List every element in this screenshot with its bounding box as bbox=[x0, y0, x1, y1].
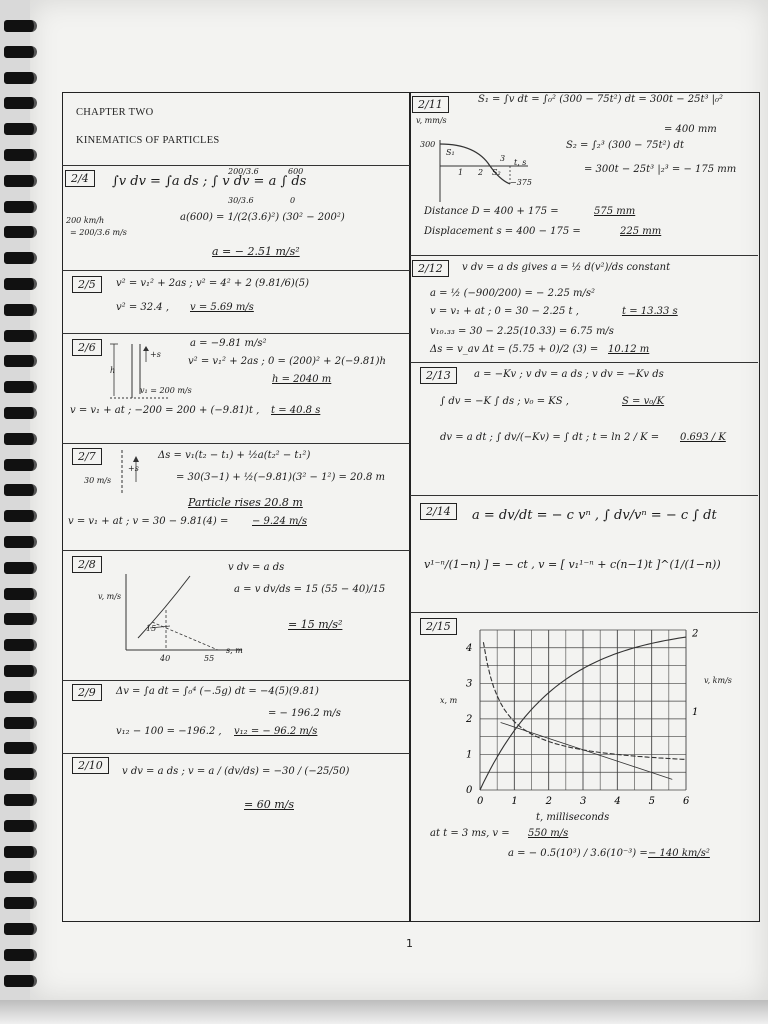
y-tick-label: 3 bbox=[466, 678, 473, 690]
tick-label: 3 bbox=[500, 154, 506, 163]
answer: S = v₀/K bbox=[622, 396, 665, 407]
equation: v² = v₁² + 2as ; v² = 4² + 2 (9.81/6)(5) bbox=[116, 278, 309, 289]
spiral-coil bbox=[4, 588, 37, 600]
equation: = 300t − 25t³ |₂³ = − 175 mm bbox=[584, 164, 737, 175]
equation: = 30(3−1) + ½(−9.81)(3² − 1²) = 20.8 m bbox=[176, 472, 386, 483]
spiral-coil bbox=[4, 149, 37, 161]
x-tick-label: 0 bbox=[477, 796, 484, 807]
equation: v¹⁻ⁿ/(1−n) ] = − ct , v = [ v₁¹⁻ⁿ + c(n−1)t ]^(1/(1−n)) bbox=[424, 558, 721, 571]
answer: t = 13.33 s bbox=[622, 306, 678, 317]
problem-label-2-9: 2/9 bbox=[72, 684, 102, 701]
equation: a = −Kv ; v dv = a ds ; v dv = −Kv ds bbox=[474, 369, 664, 380]
answer: − 140 km/s² bbox=[648, 848, 710, 859]
spiral-coil bbox=[4, 226, 37, 238]
divider bbox=[62, 270, 410, 271]
spiral-coil bbox=[4, 304, 37, 316]
spiral-coil bbox=[4, 484, 37, 496]
equation: v dv = a ds gives a = ½ d(v²)/ds constant bbox=[462, 262, 671, 273]
equation: Displacement s = 400 − 175 = bbox=[424, 226, 581, 237]
y-tick-label: 1 bbox=[466, 749, 473, 761]
fig-label-v: v₁ = 200 m/s bbox=[140, 386, 192, 395]
equation: a = dv/dt = − c vⁿ , ∫ dv/vⁿ = − c ∫ dt bbox=[472, 508, 717, 523]
spiral-coil bbox=[4, 355, 37, 367]
x-tick-label: 4 bbox=[614, 796, 621, 807]
answer: a = − 2.51 m/s² bbox=[212, 245, 300, 258]
answer: t = 40.8 s bbox=[271, 405, 321, 416]
equation: Δs = v₁(t₂ − t₁) + ½a(t₂² − t₁²) bbox=[158, 450, 311, 461]
answer: v₁₂ = − 96.2 m/s bbox=[234, 726, 318, 737]
spiral-coil bbox=[4, 897, 37, 909]
equation: S₁ = ∫v dt = ∫₀² (300 − 75t²) dt = 300t − 25t³ |₀² bbox=[478, 94, 724, 105]
divider bbox=[62, 333, 410, 334]
fig-label-v: 30 m/s bbox=[84, 476, 112, 485]
spiral-coil bbox=[4, 459, 37, 471]
axis-label-v: v, km/s bbox=[704, 676, 732, 685]
equation: Δs = v_av Δt = (5.75 + 0)/2 (3) = bbox=[430, 344, 599, 355]
equation: Distance D = 400 + 175 = bbox=[424, 206, 559, 217]
spiral-coil bbox=[4, 252, 37, 264]
answer: − 9.24 m/s bbox=[252, 516, 307, 527]
problem-label-2-13: 2/13 bbox=[420, 367, 457, 384]
spiral-coil bbox=[4, 975, 37, 987]
spiral-coil bbox=[4, 639, 37, 651]
axis-label-v: v, mm/s bbox=[416, 116, 447, 125]
tangent-line bbox=[501, 722, 673, 779]
spiral-coil bbox=[4, 742, 37, 754]
integral-limit: 200/3.6 bbox=[228, 167, 259, 176]
divider bbox=[410, 362, 758, 363]
fig-label-s: +s bbox=[128, 464, 139, 473]
area-label: S₂ bbox=[492, 168, 501, 177]
axis-label-v: v, m/s bbox=[98, 592, 122, 601]
area-label: S₁ bbox=[446, 148, 455, 157]
divider bbox=[62, 753, 410, 754]
spiral-coil bbox=[4, 123, 37, 135]
spiral-coil bbox=[4, 665, 37, 677]
spiral-coil bbox=[4, 433, 37, 445]
spiral-coil bbox=[4, 407, 37, 419]
answer: 0.693 / K bbox=[680, 432, 726, 443]
equation: a = v dv/ds = 15 (55 − 40)/15 bbox=[234, 584, 386, 595]
spiral-coil bbox=[4, 46, 37, 58]
equation: Δv = ∫a dt = ∫₀⁴ (−.5g) dt = −4(5)(9.81) bbox=[116, 686, 319, 697]
spiral-coil bbox=[4, 820, 37, 832]
equation: v dv = a ds bbox=[228, 562, 285, 573]
divider bbox=[410, 612, 758, 613]
answer: 575 mm bbox=[594, 206, 636, 217]
v-tick-label: 1 bbox=[692, 706, 699, 718]
spiral-coil bbox=[4, 794, 37, 806]
spiral-coil bbox=[4, 72, 37, 84]
divider bbox=[62, 443, 410, 444]
chapter-heading: CHAPTER TWO bbox=[76, 107, 154, 118]
chapter-subtitle: KINEMATICS OF PARTICLES bbox=[76, 135, 220, 146]
problem-label-2-11: 2/11 bbox=[412, 96, 449, 113]
answer: 225 mm bbox=[620, 226, 662, 237]
equation: v = v₁ + at ; v = 30 − 9.81(4) = bbox=[68, 516, 229, 527]
page-bottom-shadow bbox=[0, 1000, 768, 1024]
spiral-coil bbox=[4, 562, 37, 574]
spiral-coil bbox=[4, 846, 37, 858]
axis-label-t: t, s bbox=[514, 158, 527, 167]
divider bbox=[62, 680, 410, 681]
y-tick-label: 4 bbox=[466, 642, 473, 654]
spiral-coil bbox=[4, 20, 37, 32]
equation: S₂ = ∫₂³ (300 − 75t²) dt bbox=[566, 140, 684, 151]
problem-label-2-10: 2/10 bbox=[72, 757, 109, 774]
x-tick-label: 2 bbox=[545, 796, 553, 807]
spiral-coil bbox=[4, 175, 37, 187]
x-tick-label: 6 bbox=[683, 796, 690, 807]
column-divider bbox=[409, 92, 411, 921]
tick-label: 300 bbox=[420, 140, 436, 149]
equation: dv = a dt ; ∫ dv/(−Kv) = ∫ dt ; t = ln 2 / K = bbox=[440, 432, 660, 443]
spiral-coil bbox=[4, 613, 37, 625]
integral-limit: 600 bbox=[288, 167, 304, 176]
equation: v = v₁ + at ; −200 = 200 + (−9.81)t , bbox=[70, 405, 260, 416]
y-tick-label: 2 bbox=[466, 713, 473, 725]
problem-label-2-7: 2/7 bbox=[72, 448, 102, 465]
x-tick-label: 1 bbox=[511, 796, 518, 807]
spiral-binding bbox=[0, 20, 40, 1000]
answer: 550 m/s bbox=[528, 828, 569, 839]
spiral-coil bbox=[4, 949, 37, 961]
statement: Particle rises 20.8 m bbox=[188, 496, 303, 509]
equation: v₁₂ − 100 = −196.2 , bbox=[116, 726, 222, 737]
integral-limit: 0 bbox=[290, 196, 296, 205]
equation: v² = v₁² + 2as ; 0 = (200)² + 2(−9.81)h bbox=[188, 356, 386, 367]
axis-label-t: t, milliseconds bbox=[536, 812, 610, 823]
equation: v = v₁ + at ; 0 = 30 − 2.25 t , bbox=[430, 306, 579, 317]
divider bbox=[62, 550, 410, 551]
tick-label: 2 bbox=[478, 168, 484, 177]
integral-limit: 30/3.6 bbox=[228, 196, 254, 205]
spiral-coil bbox=[4, 381, 37, 393]
spiral-coil bbox=[4, 768, 37, 780]
divider bbox=[410, 495, 758, 496]
tick-label: 55 bbox=[204, 654, 215, 663]
answer: = 15 m/s² bbox=[288, 618, 343, 631]
equation: at t = 3 ms, v = bbox=[430, 828, 510, 839]
problem-label-2-6: 2/6 bbox=[72, 339, 102, 356]
divider bbox=[410, 255, 758, 256]
spiral-coil bbox=[4, 97, 37, 109]
spiral-coil bbox=[4, 330, 37, 342]
spiral-coil bbox=[4, 510, 37, 522]
problem-label-2-8: 2/8 bbox=[72, 556, 102, 573]
equation: ∫v dv = ∫a ds ; ∫ v dv = a ∫ ds bbox=[112, 174, 307, 189]
equation: = − 196.2 m/s bbox=[268, 708, 341, 719]
spiral-coil bbox=[4, 871, 37, 883]
equation: = 400 mm bbox=[664, 124, 717, 135]
x-v-t-graph bbox=[436, 618, 736, 818]
answer: 10.12 m bbox=[608, 344, 650, 355]
equation: a = −9.81 m/s² bbox=[190, 338, 267, 349]
axis-label-x: x, m bbox=[440, 696, 458, 705]
equation: a(600) = 1/(2(3.6)²) (30² − 200²) bbox=[180, 212, 345, 223]
answer: h = 2040 m bbox=[272, 374, 332, 385]
problem-label-2-4: 2/4 bbox=[65, 170, 95, 187]
equation: v dv = a ds ; v = a / (dv/ds) = −30 / (−25/50) bbox=[122, 766, 350, 777]
answer: v = 5.69 m/s bbox=[190, 302, 254, 313]
problem-label-2-14: 2/14 bbox=[420, 503, 457, 520]
x-tick-label: 5 bbox=[648, 796, 656, 807]
spiral-coil bbox=[4, 278, 37, 290]
note: 200 km/h bbox=[66, 216, 105, 225]
equation: v₁₀.₃₃ = 30 − 2.25(10.33) = 6.75 m/s bbox=[430, 326, 614, 337]
spiral-coil bbox=[4, 536, 37, 548]
spiral-coil bbox=[4, 201, 37, 213]
equation: a = ½ (−900/200) = − 2.25 m/s² bbox=[430, 288, 596, 299]
fig-label-s: +s bbox=[150, 350, 161, 359]
spiral-coil bbox=[4, 923, 37, 935]
tick-label: 15 bbox=[146, 624, 157, 633]
fig-label-h: h bbox=[110, 366, 116, 375]
page-mark: 1 bbox=[406, 937, 413, 950]
equation: a = − 0.5(10³) / 3.6(10⁻³) = bbox=[508, 848, 648, 859]
problem-label-2-12: 2/12 bbox=[412, 260, 449, 277]
axis-label-s: s, m bbox=[226, 646, 243, 655]
equation: ∫ dv = −K ∫ ds ; v₀ = KS , bbox=[440, 396, 569, 407]
tick-label: 40 bbox=[160, 654, 171, 663]
problem-label-2-15: 2/15 bbox=[420, 618, 457, 635]
y-tick-label: 0 bbox=[466, 785, 473, 796]
spiral-coil bbox=[4, 717, 37, 729]
tick-label: −375 bbox=[510, 178, 532, 187]
spiral-coil bbox=[4, 691, 37, 703]
x-tick-label: 3 bbox=[580, 796, 587, 807]
answer: = 60 m/s bbox=[244, 798, 294, 811]
problem-label-2-5: 2/5 bbox=[72, 276, 102, 293]
equation: v² = 32.4 , bbox=[116, 302, 170, 313]
note: = 200/3.6 m/s bbox=[70, 228, 127, 237]
tick-label: 1 bbox=[458, 168, 464, 177]
v-tick-label: 2 bbox=[692, 628, 699, 640]
